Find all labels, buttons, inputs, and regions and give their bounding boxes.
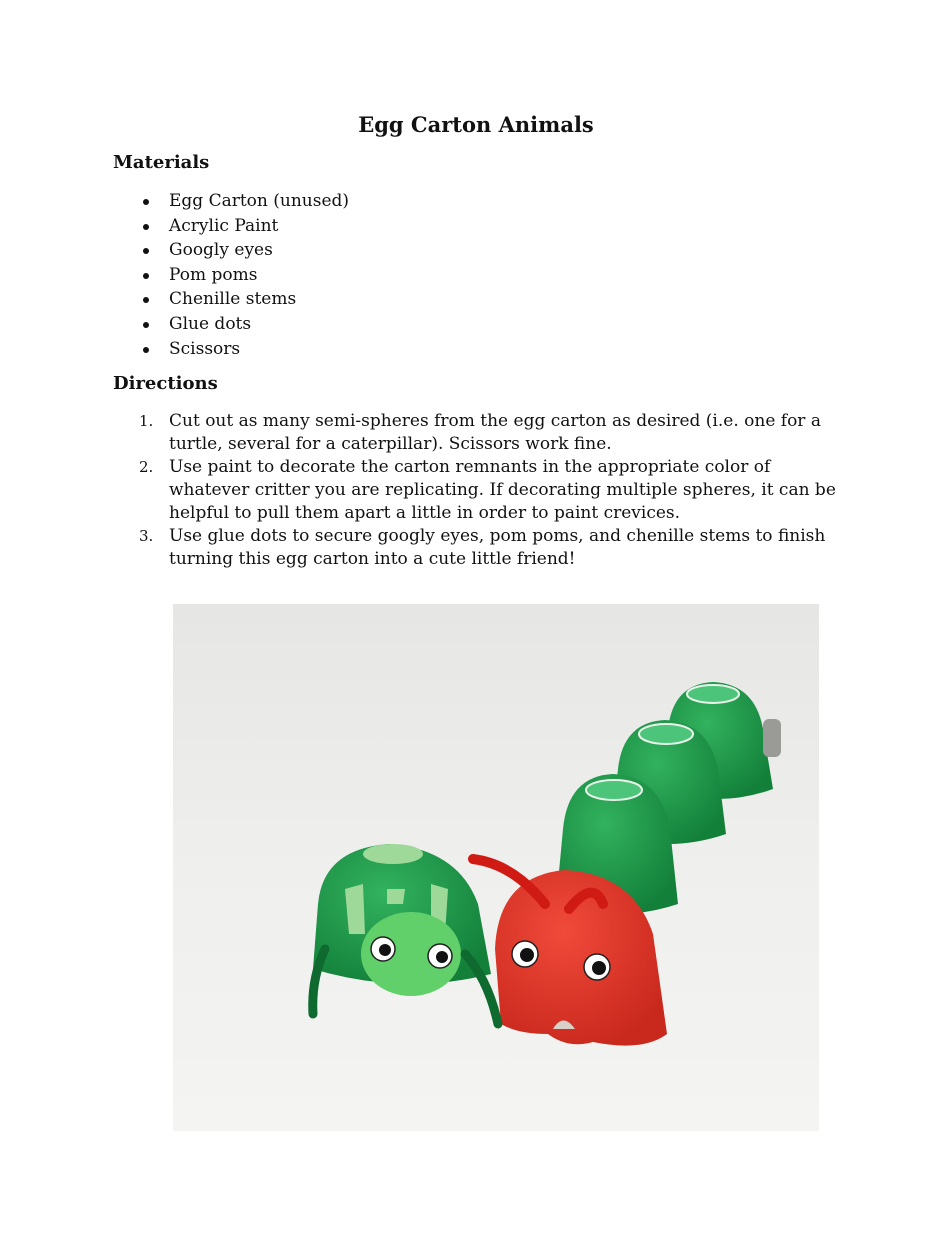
step-text: Use glue dots to secure googly eyes, pom poms, and chenille stems to finish turning this egg carton into a cute little friend! [169, 526, 826, 569]
list-item: Glue dots [113, 312, 349, 337]
page-title: Egg Carton Animals [358, 112, 594, 137]
list-item: Chenille stems [113, 287, 349, 312]
list-item: Scissors [113, 337, 349, 362]
step-number: 2. [139, 458, 154, 476]
list-item: Googly eyes [113, 238, 349, 263]
directions-heading: Directions [113, 373, 218, 394]
list-item: Acrylic Paint [113, 214, 349, 239]
materials-list [113, 189, 349, 361]
craft-photo [173, 604, 819, 1131]
list-item [113, 410, 843, 456]
step-text: Cut out as many semi-spheres from the egg carton as desired (i.e. one for a turtle, several for a caterpillar). Scissors work fine. [169, 411, 821, 454]
directions-list [113, 410, 843, 571]
step-text: Use paint to decorate the carton remnants in the appropriate color of whatever critter you are replicating. If decorating multiple spheres, it can be helpful to pull them apart a little in order to paint crevices. [169, 457, 836, 523]
list-item [113, 456, 843, 525]
list-item [113, 525, 843, 571]
step-number: 3. [139, 527, 154, 545]
list-item: Egg Carton (unused) [113, 189, 349, 214]
materials-heading: Materials [113, 152, 210, 173]
list-item: Pom poms [113, 263, 349, 288]
step-number: 1. [139, 412, 154, 430]
